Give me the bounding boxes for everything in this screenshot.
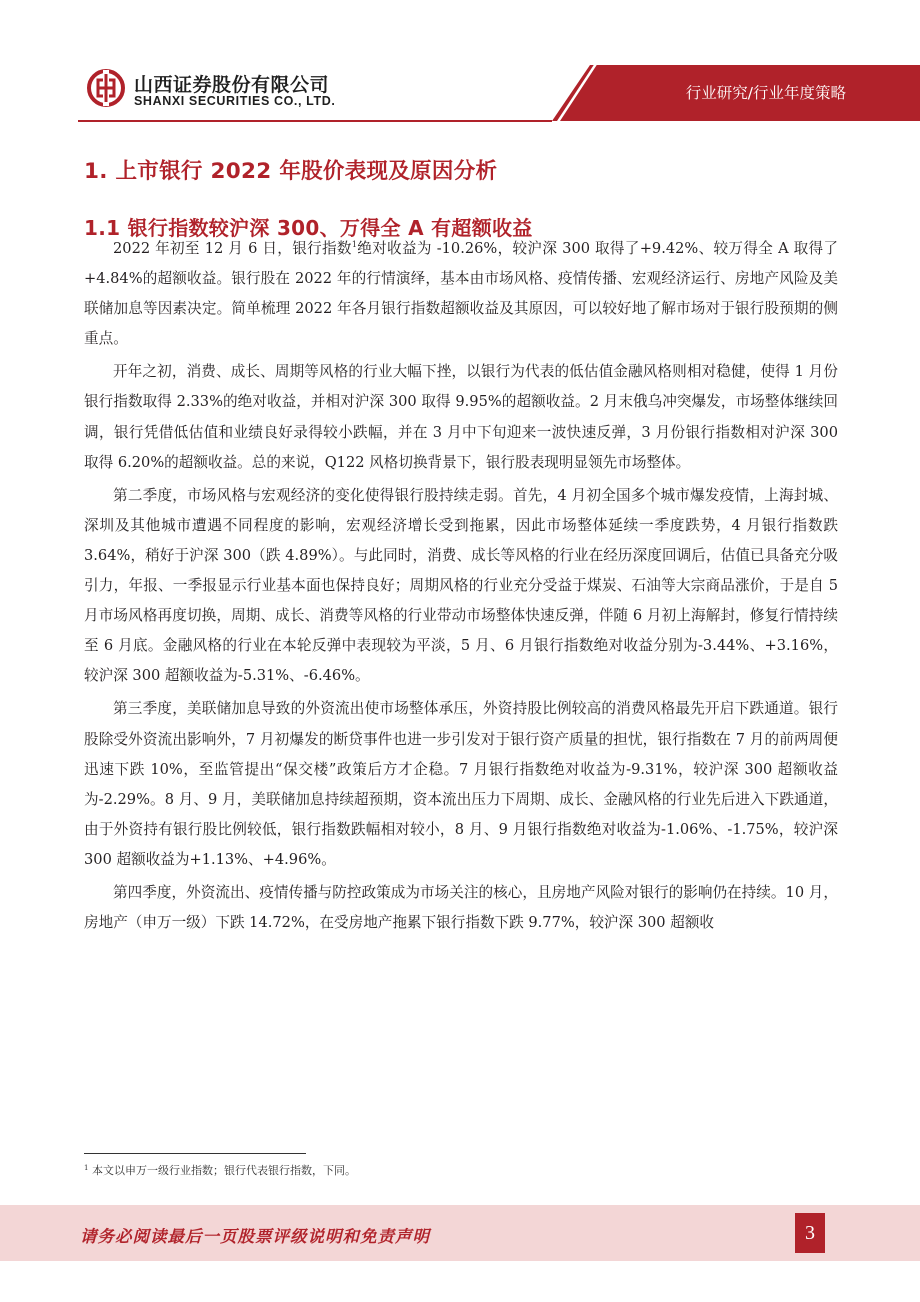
company-logo-icon xyxy=(86,68,126,108)
paragraph: 开年之初，消费、成长、周期等风格的行业大幅下挫，以银行为代表的低估值金融风格则相对稳健，使得 1 月份银行指数取得 2.33%的绝对收益，并相对沪深 300 取得 9.95%的超额收益。2 月末俄乌冲突爆发，市场整体继续回调，银行凭借低估值和业绩良好录得较小跌幅，并在 3 月中下旬迎来一波快速反弹，3 月份银行指数相对沪深 300 取得 6.20%的超额收益。总的来说，Q122 风格切换背景下，银行股表现明显领先市场整体。 xyxy=(84,363,838,471)
paragraph-text: 绝对收益为 -10.26%，较沪深 300 取得了+9.42%、较万得全 A 取得了+4.84%的超额收益。银行股在 2022 年的行情演绎，基本由市场风格、疫情传播、宏观经济运行、房地产风险及美联储加息等因素决定。简单梳理 2022 年各月银行指数超额收益及其原因，可以较好地了解市场对于银行股预期的侧重点。 xyxy=(84,240,838,348)
footnote-divider xyxy=(84,1153,306,1154)
paragraph-text: 2022 年初至 12 月 6 日，银行指数 xyxy=(113,240,352,257)
paragraph: 第三季度，美联储加息导致的外资流出使市场整体承压，外资持股比例较高的消费风格最先开启下跌通道。银行股除受外资流出影响外，7 月初爆发的断贷事件也进一步引发对于银行资产质量的担忧，银行指数在 7 月的前两周便迅速下跌 10%，至监管提出“保交楼”政策后方才企稳。7 月银行指数绝对收益为-9.31%，较沪深 300 超额收益为-2.29%。8 月、9 月，美联储加息持续超预期，资本流出压力下周期、成长、金融风格的行业先后进入下跌通道，由于外资持有银行股比例较低，银行指数跌幅相对较小，8 月、9 月银行指数绝对收益为-1.06%、-1.75%，较沪深 300 超额收益为+1.13%、+4.96%。 xyxy=(84,700,838,868)
paragraph: 第二季度，市场风格与宏观经济的变化使得银行股持续走弱。首先，4 月初全国多个城市爆发疫情，上海封城、深圳及其他城市遭遇不同程度的影响，宏观经济增长受到拖累，因此市场整体延续一季度跌势，4 月银行指数跌 3.64%，稍好于沪深 300（跌 4.89%）。与此同时，消费、成长等风格的行业在经历深度回调后，估值已具备充分吸引力，年报、一季报显示行业基本面也保持良好；周期风格的行业充分受益于煤炭、石油等大宗商品涨价，于是自 5 月市场风格再度切换，周期、成长、消费等风格的行业带动市场整体快速反弹，伴随 6 月初上海解封，修复行情持续至 6 月底。金融风格的行业在本轮反弹中表现较为平淡，5 月、6 月银行指数绝对收益分别为-3.44%、+3.16%，较沪深 300 超额收益为-5.31%、-6.46%。 xyxy=(84,486,838,685)
section-heading: 1. 上市银行 2022 年股价表现及原因分析 xyxy=(84,159,498,184)
page-header xyxy=(0,0,920,130)
body-text xyxy=(84,234,838,938)
report-category: 行业研究/行业年度策略 xyxy=(685,84,846,102)
footnote-mark: 1 xyxy=(84,1164,89,1172)
paragraph: 第四季度，外资流出、疫情传播与防控政策成为市场关注的核心，且房地产风险对银行的影响仍在持续。10 月，房地产（申万一级）下跌 14.72%，在受房地产拖累下银行指数下跌 9.77%，较沪深 300 超额收 xyxy=(84,883,838,932)
disclaimer-notice: 请务必阅读最后一页股票评级说明和免责声明 xyxy=(80,1227,430,1246)
page-footer xyxy=(0,1205,920,1261)
header-band xyxy=(0,0,920,130)
footnote-reference[interactable]: 1 xyxy=(351,240,357,249)
page-number: 3 xyxy=(795,1213,825,1253)
company-name-cn: 山西证券股份有限公司 xyxy=(134,74,330,96)
footnote-text: 本文以申万一级行业指数；银行代表银行指数，下同。 xyxy=(91,1164,356,1177)
footnote xyxy=(84,1162,356,1178)
company-name-en: SHANXI SECURITIES CO., LTD. xyxy=(134,94,336,108)
paragraph xyxy=(84,234,838,354)
subsection-heading: 1.1 银行指数较沪深 300、万得全 A 有超额收益 xyxy=(84,216,533,240)
